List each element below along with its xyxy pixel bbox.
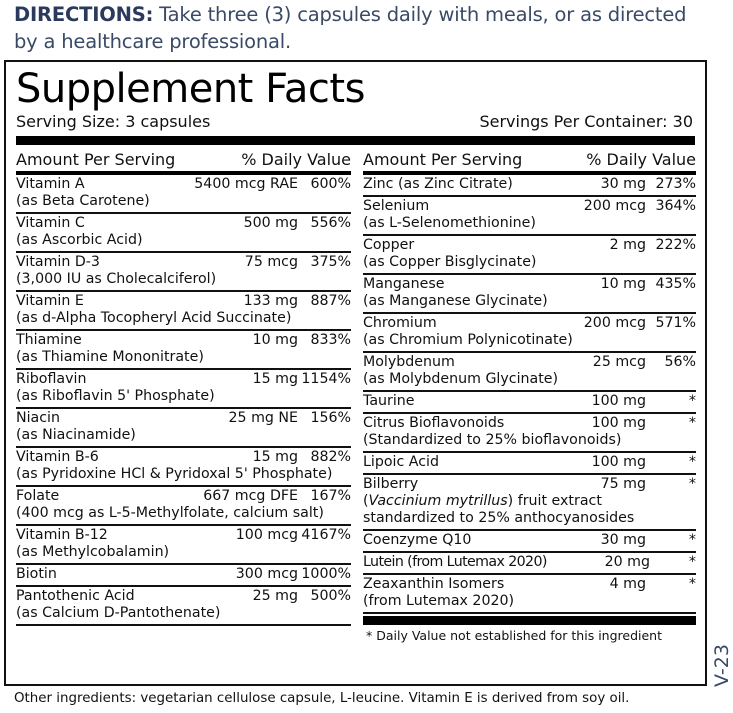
nutrient-daily-value: 273%	[655, 176, 696, 192]
facts-title: Supplement Facts	[16, 66, 365, 112]
nutrient-daily-value: 156%	[310, 410, 351, 426]
nutrient-daily-value: 882%	[310, 449, 351, 465]
serving-size: Serving Size: 3 capsules	[16, 112, 211, 131]
nutrient-source: (as Calcium D-Pantothenate)	[16, 605, 221, 621]
nutrient-row	[363, 453, 696, 475]
nutrient-daily-value: 833%	[310, 332, 351, 348]
nutrient-source: (from Lutemax 2020)	[363, 593, 515, 609]
nutrient-main-line	[16, 488, 351, 505]
nutrient-main-line	[363, 576, 696, 593]
daily-value-header: % Daily Value	[241, 150, 351, 169]
directions	[14, 1, 714, 55]
nutrient-main-line	[16, 176, 351, 193]
nutrient-amount: 100 mcg	[235, 527, 298, 543]
nutrient-row	[16, 487, 351, 526]
nutrient-amount: 100 mg	[591, 393, 646, 409]
other-ingredients: Other ingredients: vegetarian cellulose capsule, L-leucine. Vitamin E is derived from soy oil.	[14, 691, 630, 706]
nutrient-main-line	[363, 198, 696, 215]
nutrient-source: (as d-Alpha Tocopheryl Acid Succinate)	[16, 310, 292, 326]
nutrient-source: (as Riboflavin 5' Phosphate)	[16, 388, 215, 404]
nutrient-main-line	[16, 449, 351, 466]
nutrient-main-line	[363, 393, 696, 410]
servings-per-container: Servings Per Container: 30	[479, 112, 693, 131]
nutrient-name: Vitamin C	[16, 215, 85, 231]
nutrient-amount: 25 mcg	[592, 354, 646, 370]
nutrient-daily-value: *	[688, 415, 696, 431]
nutrient-main-line	[16, 410, 351, 427]
nutrient-source: (as Chromium Polynicotinate)	[363, 332, 573, 348]
nutrient-daily-value: 600%	[310, 176, 351, 192]
nutrient-name: Vitamin B-6	[16, 449, 99, 465]
nutrient-amount: 30 mg	[600, 532, 646, 548]
nutrient-name: Riboflavin	[16, 371, 87, 387]
nutrient-amount: 15 mg	[252, 371, 298, 387]
nutrient-amount: 25 mg NE	[228, 410, 298, 426]
nutrient-amount: 2 mg	[609, 237, 646, 253]
nutrient-row	[16, 587, 351, 626]
nutrient-daily-value: *	[688, 393, 696, 409]
nutrient-row	[363, 275, 696, 314]
nutrient-amount: 300 mcg	[235, 566, 298, 582]
nutrient-source: (as L-Selenomethionine)	[363, 215, 536, 231]
nutrient-amount: 25 mg	[252, 588, 298, 604]
nutrient-amount: 100 mg	[591, 454, 646, 470]
nutrient-main-line	[363, 476, 696, 493]
nutrient-source	[363, 493, 696, 510]
nutrient-daily-value: 1000%	[301, 566, 351, 582]
nutrient-row	[363, 314, 696, 353]
nutrient-name: Copper	[363, 237, 415, 253]
nutrient-main-line	[363, 554, 696, 571]
nutrient-source: (as Niacinamide)	[16, 427, 136, 443]
directions-label: DIRECTIONS:	[14, 3, 154, 26]
footnote-divider-bar	[363, 616, 696, 625]
nutrient-name: Thiamine	[16, 332, 82, 348]
nutrient-row	[16, 448, 351, 487]
nutrient-row	[16, 253, 351, 292]
directions-text: Take three (3) capsules daily with meals, or as directed by a healthcare professional.	[14, 3, 687, 53]
nutrient-name: Molybdenum	[363, 354, 455, 370]
nutrient-amount: 15 mg	[252, 449, 298, 465]
nutrient-main-line	[363, 532, 696, 549]
nutrient-source: (3,000 IU as Cholecalciferol)	[16, 271, 217, 287]
nutrient-main-line	[363, 237, 696, 254]
nutrient-row	[363, 414, 696, 453]
header-divider-bar	[16, 136, 695, 145]
nutrient-amount: 75 mg	[600, 476, 646, 492]
nutrient-row	[363, 197, 696, 236]
nutrient-daily-value: 887%	[310, 293, 351, 309]
latin-name: Vaccinium mytrillus	[368, 493, 508, 509]
nutrient-source: (400 mcg as L-5-Methylfolate, calcium salt)	[16, 505, 324, 521]
amount-per-serving-header: Amount Per Serving	[16, 150, 176, 169]
supplement-facts-panel	[4, 60, 707, 686]
nutrient-row	[363, 531, 696, 553]
nutrient-amount: 30 mg	[600, 176, 646, 192]
nutrient-amount: 200 mcg	[583, 198, 646, 214]
nutrient-source: (as Thiamine Mononitrate)	[16, 349, 204, 365]
nutrient-name: Niacin	[16, 410, 60, 426]
nutrient-main-line	[363, 176, 696, 193]
nutrient-main-line	[363, 415, 696, 432]
nutrient-name: Vitamin E	[16, 293, 84, 309]
nutrient-daily-value: *	[688, 476, 696, 492]
column-header	[363, 149, 696, 175]
right-column	[363, 149, 696, 614]
nutrient-name: Taurine	[363, 393, 415, 409]
nutrient-source: (as Beta Carotene)	[16, 193, 150, 209]
nutrient-main-line	[16, 588, 351, 605]
nutrient-daily-value: *	[688, 576, 696, 592]
nutrient-source: (Standardized to 25% bioflavonoids)	[363, 432, 622, 448]
nutrient-row	[16, 331, 351, 370]
nutrient-main-line	[363, 276, 696, 293]
nutrient-name: Vitamin A	[16, 176, 85, 192]
nutrient-main-line	[363, 354, 696, 371]
nutrient-daily-value: 556%	[310, 215, 351, 231]
nutrient-amount: 500 mg	[243, 215, 298, 231]
nutrient-row	[16, 526, 351, 565]
left-column	[16, 149, 351, 626]
nutrient-main-line	[16, 527, 351, 544]
nutrient-amount: 75 mcg	[244, 254, 298, 270]
footnote: * Daily Value not established for this ingredient	[366, 628, 662, 643]
nutrient-amount: 133 mg	[243, 293, 298, 309]
nutrient-source: (as Copper Bisglycinate)	[363, 254, 537, 270]
nutrient-row	[16, 214, 351, 253]
amount-per-serving-header: Amount Per Serving	[363, 150, 523, 169]
nutrient-row	[363, 175, 696, 197]
nutrient-amount: 200 mcg	[583, 315, 646, 331]
nutrient-source: (as Pyridoxine HCl & Pyridoxal 5' Phosphate)	[16, 466, 333, 482]
nutrient-name: Vitamin D-3	[16, 254, 100, 270]
nutrient-source: (as Molybdenum Glycinate)	[363, 371, 559, 387]
nutrient-row	[363, 553, 696, 575]
nutrient-name: Lipoic Acid	[363, 454, 439, 470]
nutrient-amount: 100 mg	[591, 415, 646, 431]
nutrient-main-line	[16, 371, 351, 388]
nutrient-main-line	[16, 254, 351, 271]
column-header	[16, 149, 351, 175]
nutrient-row	[16, 565, 351, 587]
nutrient-main-line	[16, 293, 351, 310]
nutrient-name: Citrus Bioflavonoids	[363, 415, 505, 431]
nutrient-name: Folate	[16, 488, 60, 504]
nutrient-daily-value: 571%	[655, 315, 696, 331]
nutrient-row	[363, 475, 696, 531]
source-suffix: ) fruit extract	[507, 493, 602, 509]
nutrient-name: Chromium	[363, 315, 437, 331]
nutrient-amount: 667 mcg DFE	[203, 488, 298, 504]
nutrient-daily-value: *	[688, 454, 696, 470]
nutrient-daily-value: 56%	[664, 354, 696, 370]
source-prefix: (	[363, 493, 369, 509]
nutrient-main-line	[16, 566, 351, 583]
nutrient-daily-value: 167%	[310, 488, 351, 504]
nutrient-main-line	[16, 215, 351, 232]
nutrient-row	[363, 236, 696, 275]
nutrient-daily-value: 222%	[655, 237, 696, 253]
nutrient-daily-value: 1154%	[301, 371, 351, 387]
nutrient-main-line	[16, 332, 351, 349]
nutrient-name: Selenium	[363, 198, 430, 214]
nutrient-main-line	[363, 315, 696, 332]
nutrient-daily-value: *	[688, 554, 696, 570]
nutrient-standardization: standardized to 25% anthocyanosides	[363, 510, 635, 526]
nutrient-name: Biotin	[16, 566, 57, 582]
nutrient-amount: 10 mg	[600, 276, 646, 292]
nutrient-name: Zeaxanthin Isomers	[363, 576, 505, 592]
nutrient-row	[363, 575, 696, 614]
nutrient-name: Bilberry	[363, 476, 419, 492]
nutrient-row	[16, 292, 351, 331]
nutrient-amount: 20 mg	[604, 554, 650, 570]
nutrient-row	[16, 175, 351, 214]
nutrient-daily-value: 364%	[655, 198, 696, 214]
nutrient-amount: 4 mg	[609, 576, 646, 592]
nutrient-name: Manganese	[363, 276, 445, 292]
version-code: V-23	[711, 644, 733, 687]
nutrient-amount: 10 mg	[252, 332, 298, 348]
nutrient-name: Lutein (from Lutemax 2020)	[363, 554, 547, 570]
nutrient-main-line	[363, 454, 696, 471]
nutrient-daily-value: 375%	[310, 254, 351, 270]
nutrient-name: Vitamin B-12	[16, 527, 108, 543]
nutrient-amount: 5400 mcg RAE	[194, 176, 298, 192]
nutrient-daily-value: 435%	[655, 276, 696, 292]
daily-value-header: % Daily Value	[586, 150, 696, 169]
nutrient-row	[16, 409, 351, 448]
nutrient-row	[363, 392, 696, 414]
nutrient-daily-value: 500%	[310, 588, 351, 604]
nutrient-source: (as Ascorbic Acid)	[16, 232, 143, 248]
nutrient-name: Pantothenic Acid	[16, 588, 135, 604]
nutrient-source: (as Methylcobalamin)	[16, 544, 170, 560]
nutrient-row	[16, 370, 351, 409]
nutrient-daily-value: *	[688, 532, 696, 548]
nutrient-name: Zinc (as Zinc Citrate)	[363, 176, 513, 192]
nutrient-name: Coenzyme Q10	[363, 532, 472, 548]
nutrient-source: (as Manganese Glycinate)	[363, 293, 548, 309]
nutrient-daily-value: 4167%	[301, 527, 351, 543]
nutrient-row	[363, 353, 696, 392]
